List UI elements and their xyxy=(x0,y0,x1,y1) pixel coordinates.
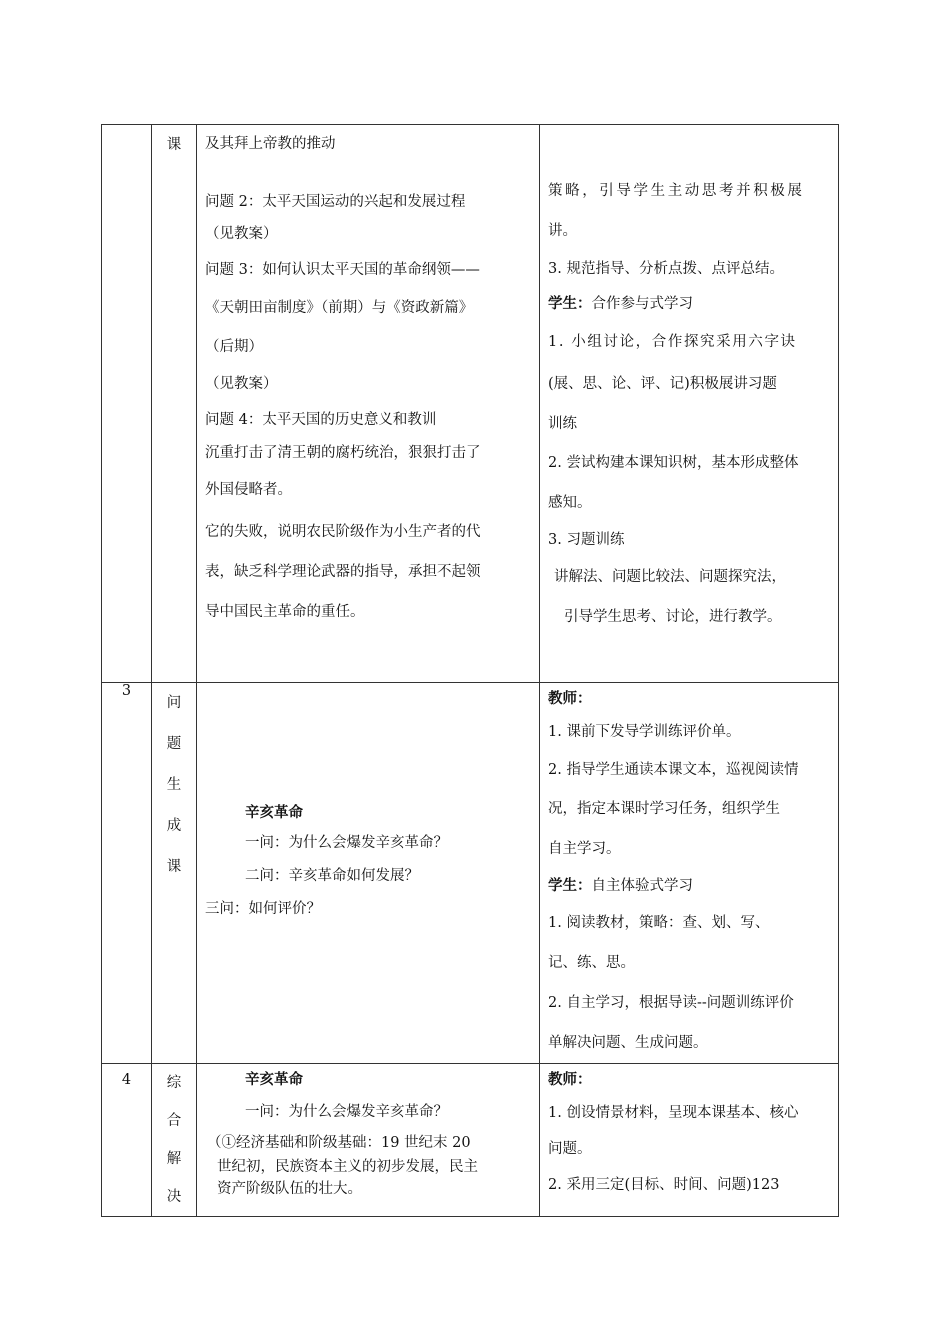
content-line: 世纪初，民族资本主义的初步发展，民主 xyxy=(217,1159,478,1175)
content-line: 及其拜上帝教的推动 xyxy=(205,136,336,152)
method-cell xyxy=(540,125,839,683)
content-line: 表，缺乏科学理论武器的指导，承担不起领 xyxy=(205,564,481,580)
method-line: 1. 小组讨论，合作探究采用六字诀 xyxy=(548,334,797,350)
method-line: 讲解法、问题比较法、问题探究法， xyxy=(554,569,786,585)
table-row xyxy=(102,125,839,683)
teacher-label: 教师： xyxy=(548,690,592,707)
teacher-label: 教师： xyxy=(548,1071,592,1088)
method-line: 1. 课前下发导学训练评价单。 xyxy=(548,724,741,740)
row-number: 4 xyxy=(102,1064,152,1217)
method-line: (展、思、论、评、记)积极展讲习题 xyxy=(548,376,777,392)
method-cell xyxy=(540,1064,839,1217)
content-line: 《天朝田亩制度》（前期）与《资政新篇》 xyxy=(205,300,474,316)
row-number xyxy=(102,125,152,683)
method-line: 自主学习。 xyxy=(548,841,621,857)
method-line: 2. 尝试构建本课知识树，基本形成整体 xyxy=(548,455,799,471)
method-line: 引导学生思考、讨论，进行教学。 xyxy=(564,609,782,625)
table-row xyxy=(102,683,839,1064)
student-label: 学生： xyxy=(548,295,592,312)
content-line: 问题 4：太平天国的历史意义和教训 xyxy=(205,412,437,428)
content-line: （后期） xyxy=(205,339,263,355)
method-line: 记、练、思。 xyxy=(548,955,635,971)
content-cell xyxy=(197,683,540,1064)
class-type-cell xyxy=(152,125,197,683)
student-label: 学生： xyxy=(548,877,592,894)
table-row xyxy=(102,1064,839,1217)
method-line: 学生：合作参与式学习 xyxy=(548,295,693,312)
class-type-vertical: 课 xyxy=(166,137,182,153)
question-line: 一问：为什么会爆发辛亥革命？ xyxy=(245,835,448,851)
row-number: 3 xyxy=(102,683,152,1064)
content-line: （见教案） xyxy=(205,376,278,392)
method-line: 1. 创设情景材料，呈现本课基本、核心 xyxy=(548,1105,799,1121)
content-line: 导中国民主革命的重任。 xyxy=(205,604,365,620)
method-line: 2. 采用三定(目标、时间、问题)123 xyxy=(548,1177,780,1193)
method-line: 学生：自主体验式学习 xyxy=(548,877,693,894)
question-line: 一问：为什么会爆发辛亥革命？ xyxy=(245,1104,448,1120)
method-line: 感知。 xyxy=(548,495,592,511)
content-line: 资产阶级队伍的壮大。 xyxy=(217,1181,362,1197)
section-title: 辛亥革命 xyxy=(245,804,303,821)
method-line: 训练 xyxy=(548,416,577,432)
method-line: 策略，引导学生主动思考并积极展 xyxy=(548,183,805,199)
method-cell xyxy=(540,683,839,1064)
method-line: 问题。 xyxy=(548,1141,592,1157)
class-type-cell xyxy=(152,1064,197,1217)
content-line: 外国侵略者。 xyxy=(205,482,292,498)
question-line: 三问：如何评价？ xyxy=(205,901,321,917)
content-line: 问题 2：太平天国运动的兴起和发展过程 xyxy=(205,194,466,210)
content-cell xyxy=(197,1064,540,1217)
method-line: 况，指定本课时学习任务，组织学生 xyxy=(548,801,780,817)
lesson-plan-table xyxy=(101,124,839,1217)
content-line: 沉重打击了清王朝的腐朽统治，狠狠打击了 xyxy=(205,445,481,461)
method-line: 1. 阅读教材，策略：查、划、写、 xyxy=(548,915,770,931)
content-cell xyxy=(197,125,540,683)
content-line: （见教案） xyxy=(205,226,278,242)
section-title: 辛亥革命 xyxy=(245,1071,303,1088)
content-line: 它的失败，说明农民阶级作为小生产者的代 xyxy=(205,524,481,540)
method-line: 单解决问题、生成问题。 xyxy=(548,1035,708,1051)
method-line: 讲。 xyxy=(548,223,577,239)
class-type-cell xyxy=(152,683,197,1064)
method-line: 2. 指导学生通读本课文本，巡视阅读情 xyxy=(548,762,799,778)
method-line: 3. 习题训练 xyxy=(548,532,625,548)
method-line: 3. 规范指导、分析点拨、点评总结。 xyxy=(548,261,784,277)
content-line: （①经济基础和阶级基础：19 世纪末 20 xyxy=(207,1135,471,1151)
content-line: 问题 3：如何认识太平天国的革命纲领—— xyxy=(205,262,480,278)
question-line: 二问：辛亥革命如何发展？ xyxy=(245,868,419,884)
method-line: 2. 自主学习，根据导读--问题训练评价 xyxy=(548,995,794,1011)
class-type-vertical: 问 题 生 成 课 xyxy=(166,695,182,875)
class-type-vertical: 综 合 解 决 xyxy=(166,1075,182,1205)
